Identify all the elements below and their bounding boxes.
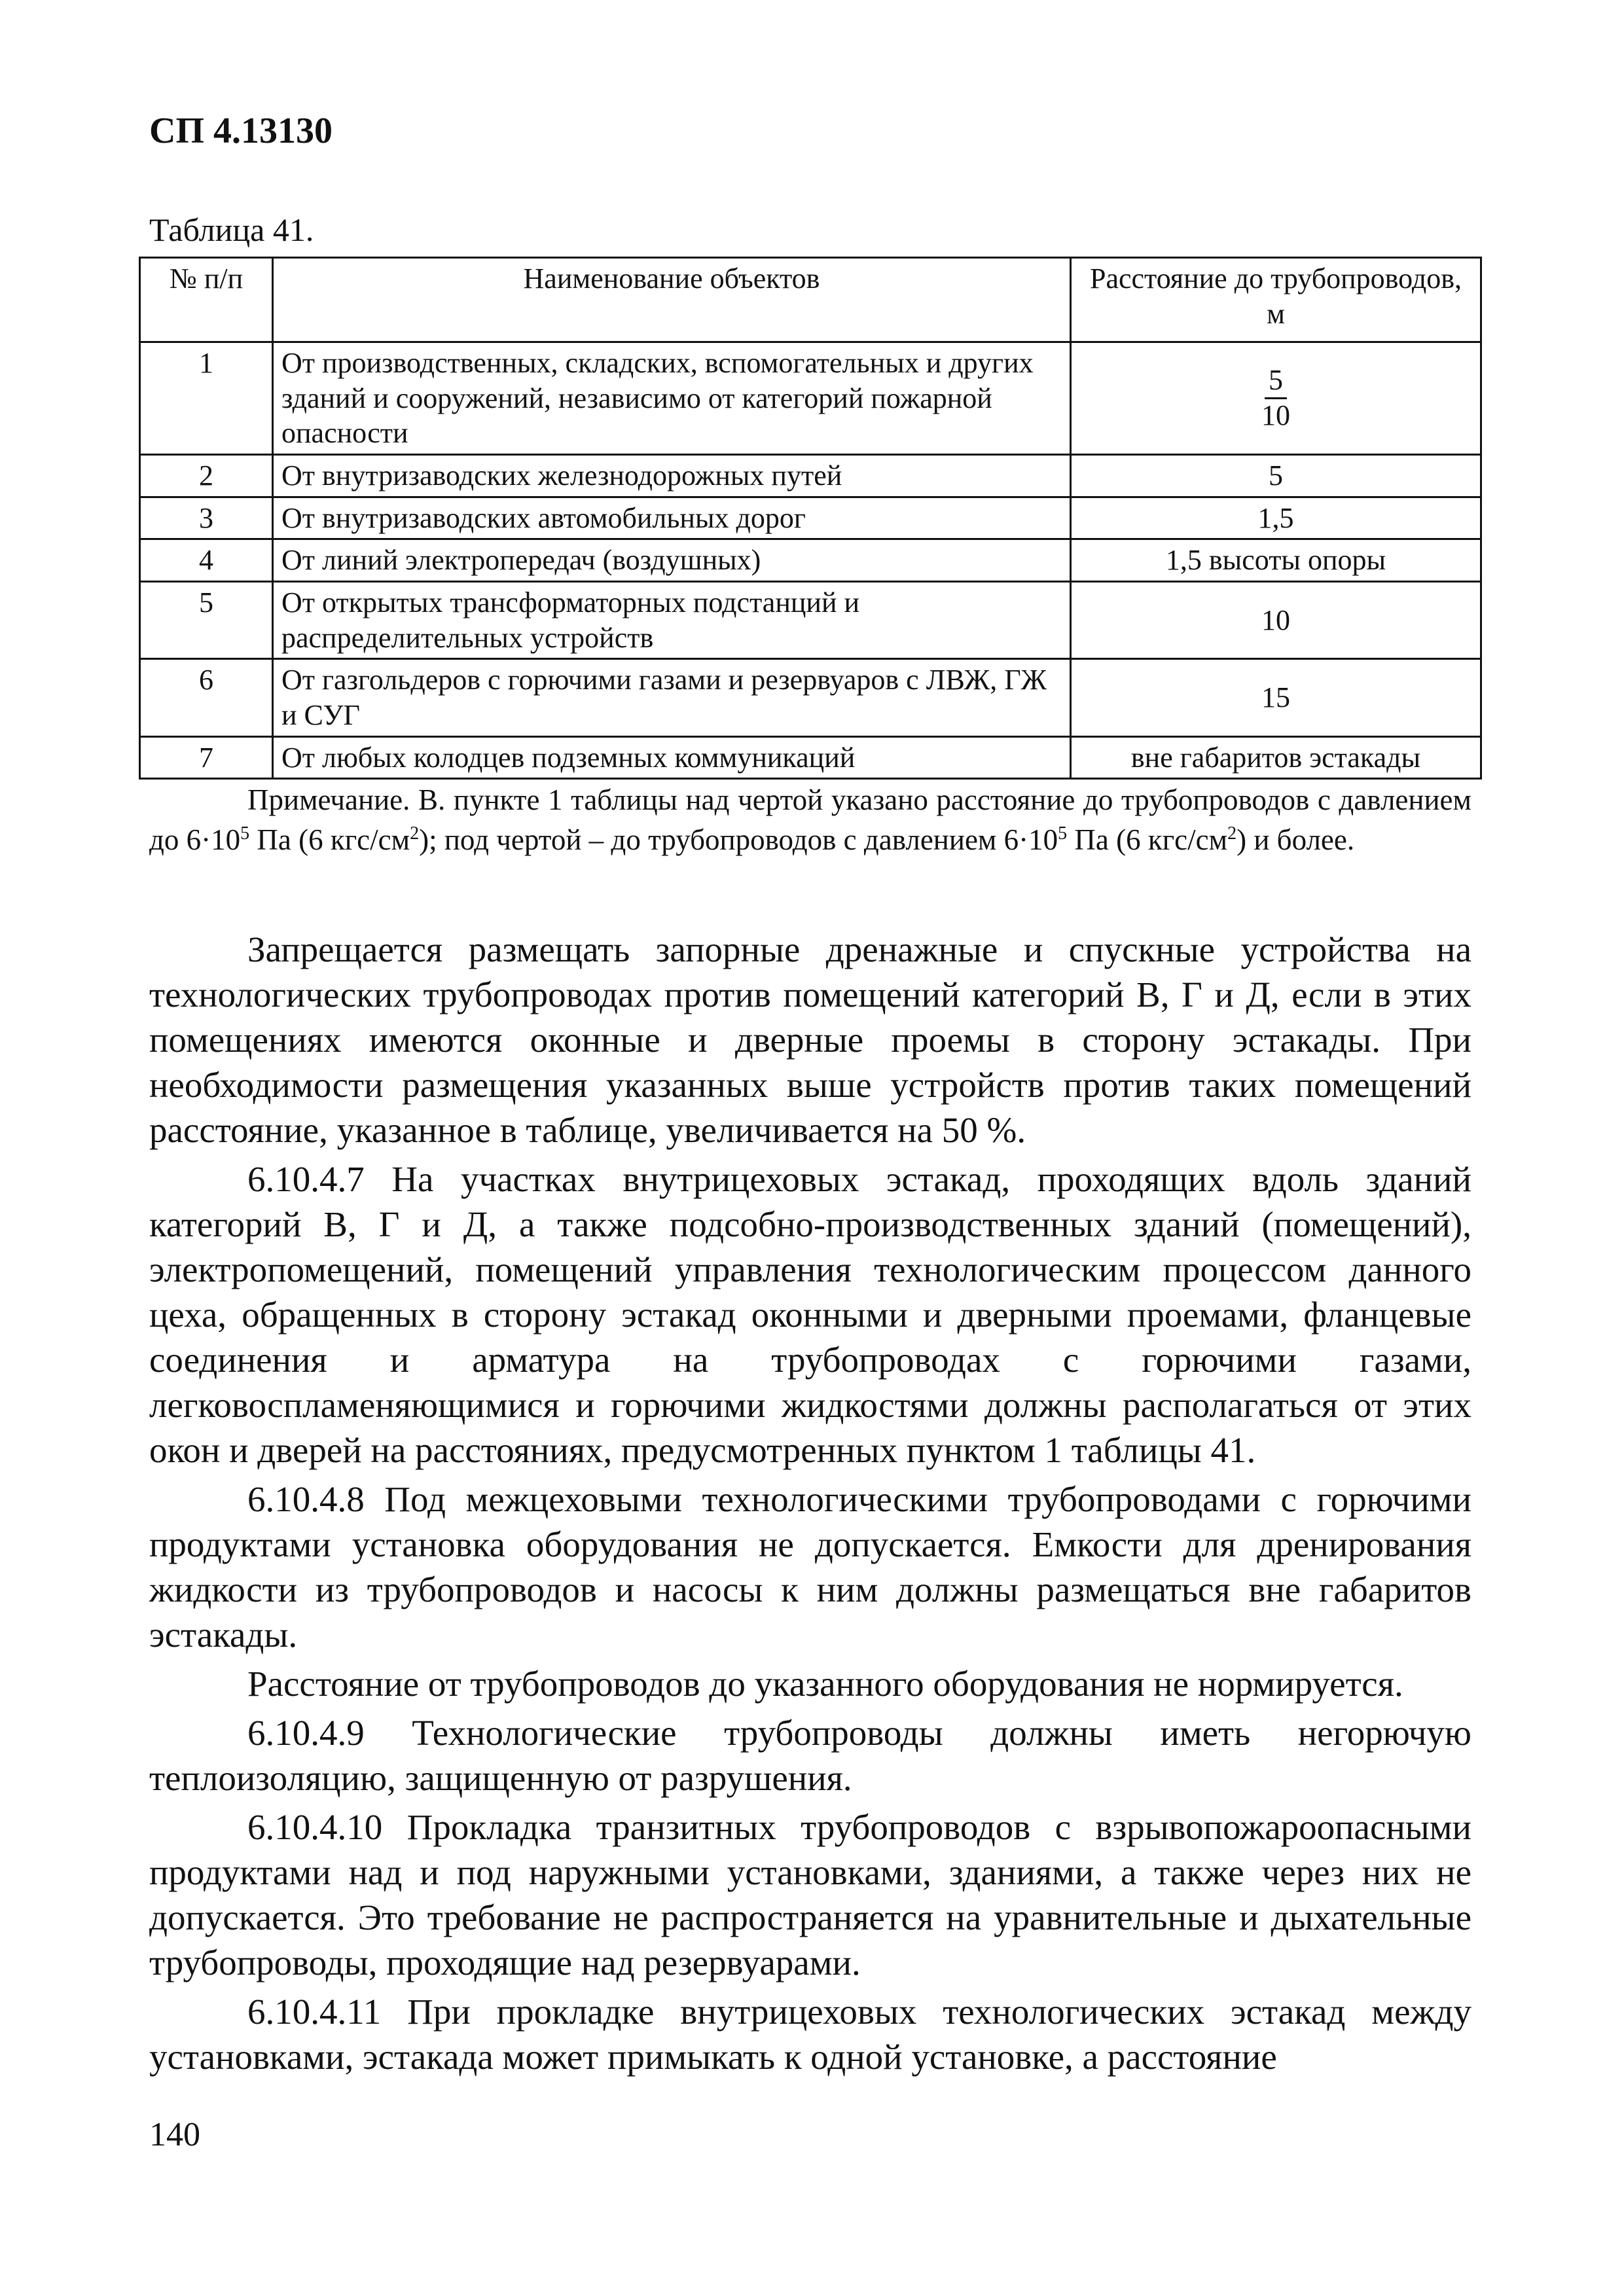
document-code: СП 4.13130 [149, 111, 333, 151]
table-header-row [140, 258, 1481, 342]
header-name: Наименование объектов [273, 258, 1071, 342]
distance-above-line: 5 [1265, 364, 1287, 399]
row-name: От внутризаводских автомобильных дорог [273, 497, 1071, 539]
row-number: 4 [140, 539, 273, 582]
table-row [140, 539, 1481, 582]
table-caption: Таблица 41. [149, 211, 314, 248]
table-row [140, 736, 1481, 779]
row-distance: 5 [1071, 455, 1481, 497]
row-name: От газгольдеров с горючими газами и резервуаров с ЛВЖ, ГЖ и СУГ [273, 659, 1071, 736]
note-text: ); под чертой – до трубопроводов с давлением 6·10 [419, 823, 1058, 857]
table-row [140, 455, 1481, 497]
row-number: 7 [140, 736, 273, 779]
note-exponent: 2 [410, 823, 420, 844]
row-number: 2 [140, 455, 273, 497]
note-text: ) и более. [1236, 823, 1355, 857]
paragraph: 6.10.4.9 Технологические трубопроводы должны иметь негорючую теплоизоляцию, защищенную от разрушения. [149, 1713, 1471, 1799]
row-number: 1 [140, 342, 273, 455]
row-distance: вне габаритов эстакады [1071, 736, 1481, 779]
row-distance [1071, 342, 1481, 455]
row-name: От открытых трансформаторных подстанций и распределительных устройств [273, 582, 1071, 659]
paragraph: 6.10.4.8 Под межцеховыми технологическими трубопроводами с горючими продуктами установка оборудования не допускается. Емкости для дренирования жидкости из трубопроводов и насосы к ним должны размещаться вне габаритов эстакады. [149, 1479, 1471, 1655]
row-name: От внутризаводских железнодорожных путей [273, 455, 1071, 497]
row-number: 5 [140, 582, 273, 659]
row-distance: 10 [1071, 582, 1481, 659]
header-no: № п/п [140, 258, 273, 342]
row-distance: 15 [1071, 659, 1481, 736]
table-row [140, 659, 1481, 736]
table-row [140, 342, 1481, 455]
row-name: От линий электропередач (воздушных) [273, 539, 1071, 582]
note-text: Примечание. В. пункте 1 таблицы над чертой указано расстояние до трубопроводов с давлением до 6·10 [149, 783, 1471, 857]
row-name: От любых колодцев подземных коммуникаций [273, 736, 1071, 779]
page-number: 140 [149, 2116, 200, 2153]
row-distance: 1,5 [1071, 497, 1481, 539]
distance-table [139, 257, 1482, 780]
note-exponent: 2 [1227, 823, 1237, 844]
table-row [140, 582, 1481, 659]
row-number: 3 [140, 497, 273, 539]
paragraph: 6.10.4.11 При прокладке внутрицеховых технологических эстакад между установками, эстакада может примыкать к одной установке, а расстояние [149, 1992, 1471, 2077]
body-text [149, 927, 1471, 2083]
note-text: Па (6 кгс/см [1067, 823, 1228, 857]
note-exponent: 5 [240, 823, 250, 844]
row-distance: 1,5 высоты опоры [1071, 539, 1481, 582]
note-text: Па (6 кгс/см [249, 823, 410, 857]
distance-below-line: 10 [1261, 399, 1290, 431]
row-name: От производственных, складских, вспомогательных и других зданий и сооружений, независимо от категорий пожарной опасности [273, 342, 1071, 455]
paragraph: 6.10.4.7 На участках внутрицеховых эстакад, проходящих вдоль зданий категорий В, Г и Д, а также подсобно-производственных зданий (помещений), электропомещений, помещений управления технологическим процессом данного цеха, обращенных в сторону эстакад оконными и дверными проемами, фланцевые соединения и арматура на трубопроводах с горючими газами, легковоспламеняющимися и горючими жидкостями должны располагаться от этих окон и дверей на расстояниях, предусмотренных пунктом 1 таблицы 41. [149, 1159, 1471, 1471]
note-exponent: 5 [1058, 823, 1068, 844]
paragraph: Расстояние от трубопроводов до указанного оборудования не нормируется. [247, 1664, 1403, 1704]
distance-fraction [1261, 364, 1290, 432]
header-distance: Расстояние до трубопроводов, м [1071, 258, 1481, 342]
table-row [140, 497, 1481, 539]
paragraph: 6.10.4.10 Прокладка транзитных трубопроводов с взрывопожароопасными продуктами над и под наружными установками, зданиями, а также через них не допускается. Это требование не распространяется на уравнительные и дыхательные трубопроводы, проходящие над резервуарами. [149, 1807, 1471, 1983]
row-number: 6 [140, 659, 273, 736]
paragraph: Запрещается размещать запорные дренажные и спускные устройства на технологических трубопроводах против помещений категорий В, Г и Д, если в этих помещениях имеются оконные и дверные проемы в сторону эстакады. При необходимости размещения указанных выше устройств против таких помещений расстояние, указанное в таблице, увеличивается на 50 %. [149, 929, 1471, 1151]
table-note [149, 780, 1471, 860]
